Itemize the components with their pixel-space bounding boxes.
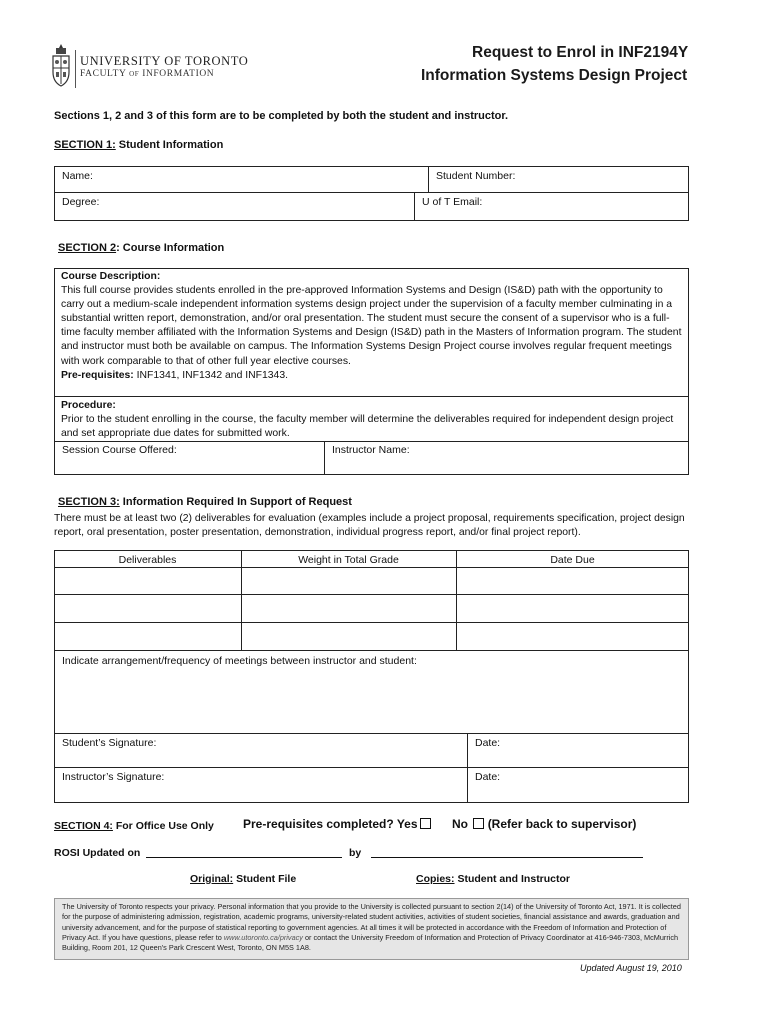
updated-date: Updated August 19, 2010 bbox=[580, 963, 682, 973]
university-crest bbox=[50, 42, 72, 92]
col-deliverables: Deliverables bbox=[118, 554, 177, 566]
faculty-name: FACULTY OF INFORMATION bbox=[80, 69, 215, 79]
privacy-link[interactable]: www.utoronto.ca/privacy bbox=[223, 932, 303, 942]
course-description: Course Description: This full course provides students enrolled in the pre-approved Information Systems and Design (IS&D) path with the opportunity to carry out a medium-scale independent information systems design project under the supervision of a faculty member culminating in a substantial written report, demonstration, and/or oral presentation. The student must secure the consent of a supervisor who is a full-time faculty member affiliated with the Information Systems and Design (IS&D) path in the Masters of Information program. The student and instructor must both be available on campus. The Information Systems Design Project course involves regular frequent meetings with work comparable to that of other full year elective courses. Pre-requisites: INF1341, INF1342 and INF1343. bbox=[61, 271, 682, 381]
section4-heading: SECTION 4: For Office Use Only bbox=[54, 820, 214, 832]
section1-heading: SECTION 1: Student Information bbox=[54, 139, 224, 151]
section2-heading: SECTION 2: Course Information bbox=[58, 242, 225, 254]
rosi-label: ROSI Updated on bbox=[54, 847, 141, 859]
section1-table bbox=[54, 166, 689, 221]
section3-heading: SECTION 3: Information Required In Support of Request bbox=[58, 496, 352, 508]
session-field[interactable]: Session Course Offered: bbox=[62, 444, 177, 456]
rosi-by-line[interactable] bbox=[371, 857, 643, 858]
copies-distribution: Copies: Student and Instructor bbox=[416, 873, 571, 885]
deliverable-row[interactable] bbox=[55, 595, 688, 622]
instructor-name-field[interactable]: Instructor Name: bbox=[332, 444, 410, 456]
instructor-signature-field[interactable]: Instructor’s Signature: bbox=[62, 771, 165, 783]
yes-checkbox[interactable] bbox=[420, 818, 431, 829]
prereq-completed: Pre-requisites completed? Yes bbox=[243, 817, 431, 831]
procedure: Procedure: Prior to the student enrolling in the course, the faculty member will determine the deliverables required for independent design project and set appropriate due dates for submitted work. bbox=[61, 400, 674, 439]
deliverable-row[interactable] bbox=[55, 623, 688, 650]
student-date-field[interactable]: Date: bbox=[475, 737, 501, 749]
col-weight: Weight in Total Grade bbox=[298, 554, 399, 566]
no-checkbox[interactable] bbox=[473, 818, 484, 829]
form-title-line2: Information Systems Design Project bbox=[421, 67, 688, 84]
name-field[interactable]: Name: bbox=[62, 170, 93, 182]
prereq-no: No (Refer back to supervisor) bbox=[452, 817, 637, 831]
section3-text: There must be at least two (2) deliverables for evaluation (examples include a project proposal, requirements specification, project design report, oral presentation, poster presentation, demonstration, individual progress report, and/or final project report). bbox=[54, 513, 685, 538]
logo-divider bbox=[75, 50, 76, 88]
degree-field[interactable]: Degree: bbox=[62, 196, 100, 208]
deliverable-row[interactable] bbox=[55, 568, 688, 594]
original-distribution: Original: Student File bbox=[190, 873, 297, 885]
instructor-date-field[interactable]: Date: bbox=[475, 771, 501, 783]
student-signature-field[interactable]: Student’s Signature: bbox=[62, 737, 157, 749]
col-date-due: Date Due bbox=[550, 554, 595, 566]
rosi-date-line[interactable] bbox=[146, 857, 342, 858]
privacy-notice: The University of Toronto respects your privacy. Personal information that you provide to the University is collected pursuant to section 2(14) of the University of Toronto Act, 1971. It is collected for the purpose of administering admission, registration, academic programs, university-related student activities, activities of student societies, financial assistance and awards, graduation and university advancement, and for the purpose of statistical reporting to government agencies. At all times it will be protected in accordance with the Freedom of Information and Protection of Privacy Act. If you have questions, please refer to www.utoronto.ca/privacy or contact the University Freedom of Information and Protection of Privacy Coordinator at 416-946-7303, McMurrich Building, Room 201, 12 Queen's Park Crescent West, Toronto, ON M5S 1A8. bbox=[54, 898, 689, 960]
email-field[interactable]: U of T Email: bbox=[422, 196, 483, 208]
by-label: by bbox=[349, 847, 362, 859]
intro-text: Sections 1, 2 and 3 of this form are to be completed by both the student and instructor. bbox=[54, 110, 509, 122]
student-number-field[interactable]: Student Number: bbox=[436, 170, 516, 182]
meetings-field[interactable]: Indicate arrangement/frequency of meetings between instructor and student: bbox=[62, 655, 417, 667]
university-name: UNIVERSITY OF TORONTO bbox=[80, 54, 249, 68]
form-title-line1: Request to Enrol in INF2194Y bbox=[472, 44, 689, 61]
